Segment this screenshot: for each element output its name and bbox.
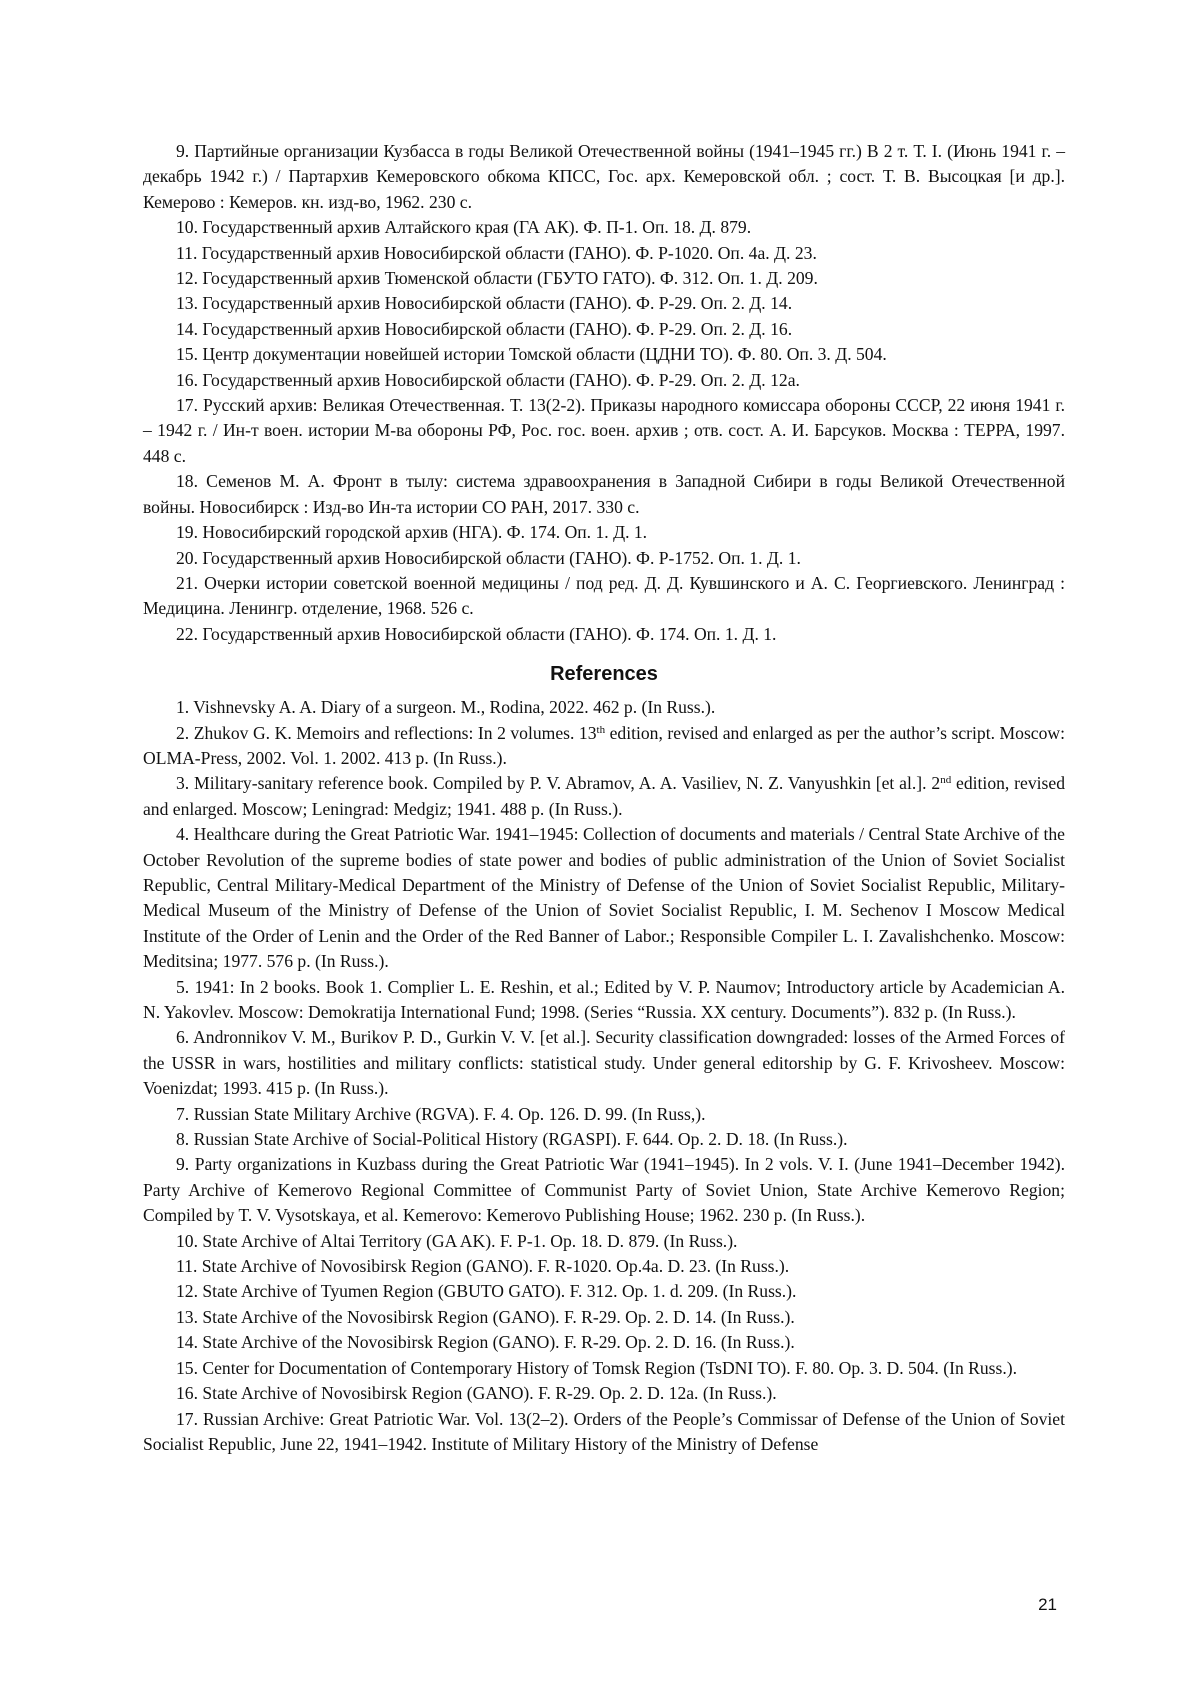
superscript-ordinal: nd xyxy=(940,774,952,787)
ru-source-item: 18. Семенов М. А. Фронт в тылу: система здравоохранения в Западной Сибири в годы Великой Отечественной войны. Новосибирск : Изд-во Ин-та истории СО РАН, 2017. 330 с. xyxy=(143,471,1065,517)
reference-item: 1. Vishnevsky A. A. Diary of a surgeon. M., Rodina, 2022. 462 p. (In Russ.). xyxy=(176,697,716,718)
reference-item: 7. Russian State Military Archive (RGVA). F. 4. Op. 126. D. 99. (In Russ,). xyxy=(176,1103,706,1124)
ru-source-item: 12. Государственный архив Тюменской области (ГБУТО ГАТО). Ф. 312. Оп. 1. Д. 209. xyxy=(176,268,818,289)
ru-source-item: 21. Очерки истории советской военной медицины / под ред. Д. Д. Кувшинского и А. С. Георгиевского. Ленинград : Медицина. Ленингр. отделение, 1968. 526 с. xyxy=(143,572,1065,619)
reference-text: 3. Military-sanitary reference book. Compiled by P. V. Abramov, A. A. Vasiliev, N. Z. Vanyushkin [et al.]. 2 xyxy=(176,773,941,794)
reference-text: 2. Zhukov G. K. Memoirs and reflections: In 2 volumes. 13 xyxy=(176,722,597,743)
ru-source-item: 9. Партийные организации Кузбасса в годы Великой Отечественной войны (1941–1945 гг.) В 2 т. Т. I. (Июнь 1941 г. – декабрь 1942 г.) / Партархив Кемеровского обкома КПСС, Гос. арх. Кемеровской обл. ; сост. Т. В. Высоцкая [и др.]. Кемерово : Кемеров. кн. изд-во, 1962. 230 с. xyxy=(143,141,1065,212)
ru-source-item: 15. Центр документации новейшей истории Томской области (ЦДНИ ТО). Ф. 80. Оп. 3. Д. 504. xyxy=(176,344,887,365)
ru-source-item: 11. Государственный архив Новосибирской области (ГАНО). Ф. Р-1020. Оп. 4а. Д. 23. xyxy=(176,242,817,263)
reference-item xyxy=(143,721,1065,772)
main-text-column xyxy=(143,139,1065,1457)
reference-item: 12. State Archive of Tyumen Region (GBUTO GATO). F. 312. Op. 1. d. 209. (In Russ.). xyxy=(176,1281,797,1302)
reference-item: 13. State Archive of the Novosibirsk Region (GANO). F. R-29. Op. 2. D. 14. (In Russ.). xyxy=(176,1306,795,1327)
reference-item xyxy=(143,771,1065,822)
reference-item: 17. Russian Archive: Great Patriotic War. Vol. 13(2–2). Orders of the People’s Commissar of Defense of the Union of Soviet Socialist Republic, June 22, 1941–1942. Institute of Military History of the Ministry of Defense xyxy=(143,1408,1065,1454)
reference-text: edition, revised and enlarged as per the author’s script. Moscow: OLMA-Press, 2002. Vol. 1. 2002. 413 p. (In Russ.). xyxy=(143,722,1065,768)
reference-item: 14. State Archive of the Novosibirsk Region (GANO). F. R-29. Op. 2. D. 16. (In Russ.). xyxy=(176,1332,795,1353)
ru-source-item: 17. Русский архив: Великая Отечественная. Т. 13(2-2). Приказы народного комиссара обороны СССР, 22 июня 1941 г. – 1942 г. / Ин-т воен. истории М-ва обороны РФ, Рос. гос. воен. архив ; отв. сост. А. И. Барсуков. Москва : ТЕРРА, 1997. 448 с. xyxy=(143,395,1065,466)
page-number: 21 xyxy=(1038,1595,1057,1614)
ru-source-item: 16. Государственный архив Новосибирской области (ГАНО). Ф. Р-29. Оп. 2. Д. 12а. xyxy=(176,369,800,390)
reference-item: 6. Andronnikov V. M., Burikov P. D., Gurkin V. V. [et al.]. Security classification downgraded: losses of the Armed Forces of the USSR in wars, hostilities and military conflicts: statistical study. Under general editorship by G. F. Krivosheev. Moscow: Voenizdat; 1993. 415 p. (In Russ.). xyxy=(143,1027,1065,1099)
reference-item: 15. Center for Documentation of Contemporary History of Tomsk Region (TsDNI TO). F. 80. Op. 3. D. 504. (In Russ.). xyxy=(176,1357,1018,1378)
ru-source-item: 22. Государственный архив Новосибирской области (ГАНО). Ф. 174. Оп. 1. Д. 1. xyxy=(176,623,777,644)
reference-item: 16. State Archive of Novosibirsk Region (GANO). F. R-29. Op. 2. D. 12a. (In Russ.). xyxy=(176,1383,777,1404)
ru-source-item: 13. Государственный архив Новосибирской области (ГАНО). Ф. Р-29. Оп. 2. Д. 14. xyxy=(176,293,793,314)
ru-source-item: 10. Государственный архив Алтайского края (ГА АК). Ф. П-1. Оп. 18. Д. 879. xyxy=(176,217,752,238)
reference-item: 4. Healthcare during the Great Patriotic War. 1941–1945: Collection of documents and materials / Central State Archive of the October Revolution of the supreme bodies of state power and bodies of public administration of the Union of Soviet Socialist Republic, Central Military-Medical Department of the Ministry of Defense of the Union of Soviet Socialist Republic, Military-Medical Museum of the Ministry of Defense of the Union of Soviet Socialist Republic, I. M. Sechenov I Moscow Medical Institute of the Order of Lenin and the Order of the Red Banner of Labor.; Responsible Compiler L. I. Zavalishchenko. Moscow: Meditsina; 1977. 576 p. (In Russ.). xyxy=(143,824,1065,972)
reference-item: 9. Party organizations in Kuzbass during the Great Patriotic War (1941–1945). In 2 vols. V. I. (June 1941–December 1942). Party Archive of Kemerovo Regional Committee of Communist Party of Soviet Union, State Archive Kemerovo Region; Compiled by T. V. Vysotskaya, et al. Kemerovo: Kemerovo Publishing House; 1962. 230 p. (In Russ.). xyxy=(143,1154,1065,1226)
ru-source-item: 14. Государственный архив Новосибирской области (ГАНО). Ф. Р-29. Оп. 2. Д. 16. xyxy=(176,318,793,339)
reference-item: 10. State Archive of Altai Territory (GA AK). F. P-1. Op. 18. D. 879. (In Russ.). xyxy=(176,1230,738,1251)
reference-text: edition, revised and enlarged. Moscow; Leningrad: Medgiz; 1941. 488 p. (In Russ.). xyxy=(143,773,1065,819)
reference-item: 5. 1941: In 2 books. Book 1. Complier L. E. Reshin, et al.; Edited by V. P. Naumov; Introductory article by Academician A. N. Yakovlev. Moscow: Demokratija International Fund; 1998. (Series “Russia. XX century. Documents”). 832 p. (In Russ.). xyxy=(143,976,1065,1022)
reference-item: 8. Russian State Archive of Social-Political History (RGASPI). F. 644. Op. 2. D. 18. (In Russ.). xyxy=(176,1129,848,1150)
ru-source-item: 20. Государственный архив Новосибирской области (ГАНО). Ф. Р-1752. Оп. 1. Д. 1. xyxy=(176,547,801,568)
reference-item: 11. State Archive of Novosibirsk Region (GANO). F. R-1020. Op.4a. D. 23. (In Russ.). xyxy=(176,1256,790,1277)
superscript-ordinal: th xyxy=(596,723,606,736)
ru-source-item: 19. Новосибирский городской архив (НГА). Ф. 174. Оп. 1. Д. 1. xyxy=(176,522,648,543)
references-heading: References xyxy=(550,663,658,686)
